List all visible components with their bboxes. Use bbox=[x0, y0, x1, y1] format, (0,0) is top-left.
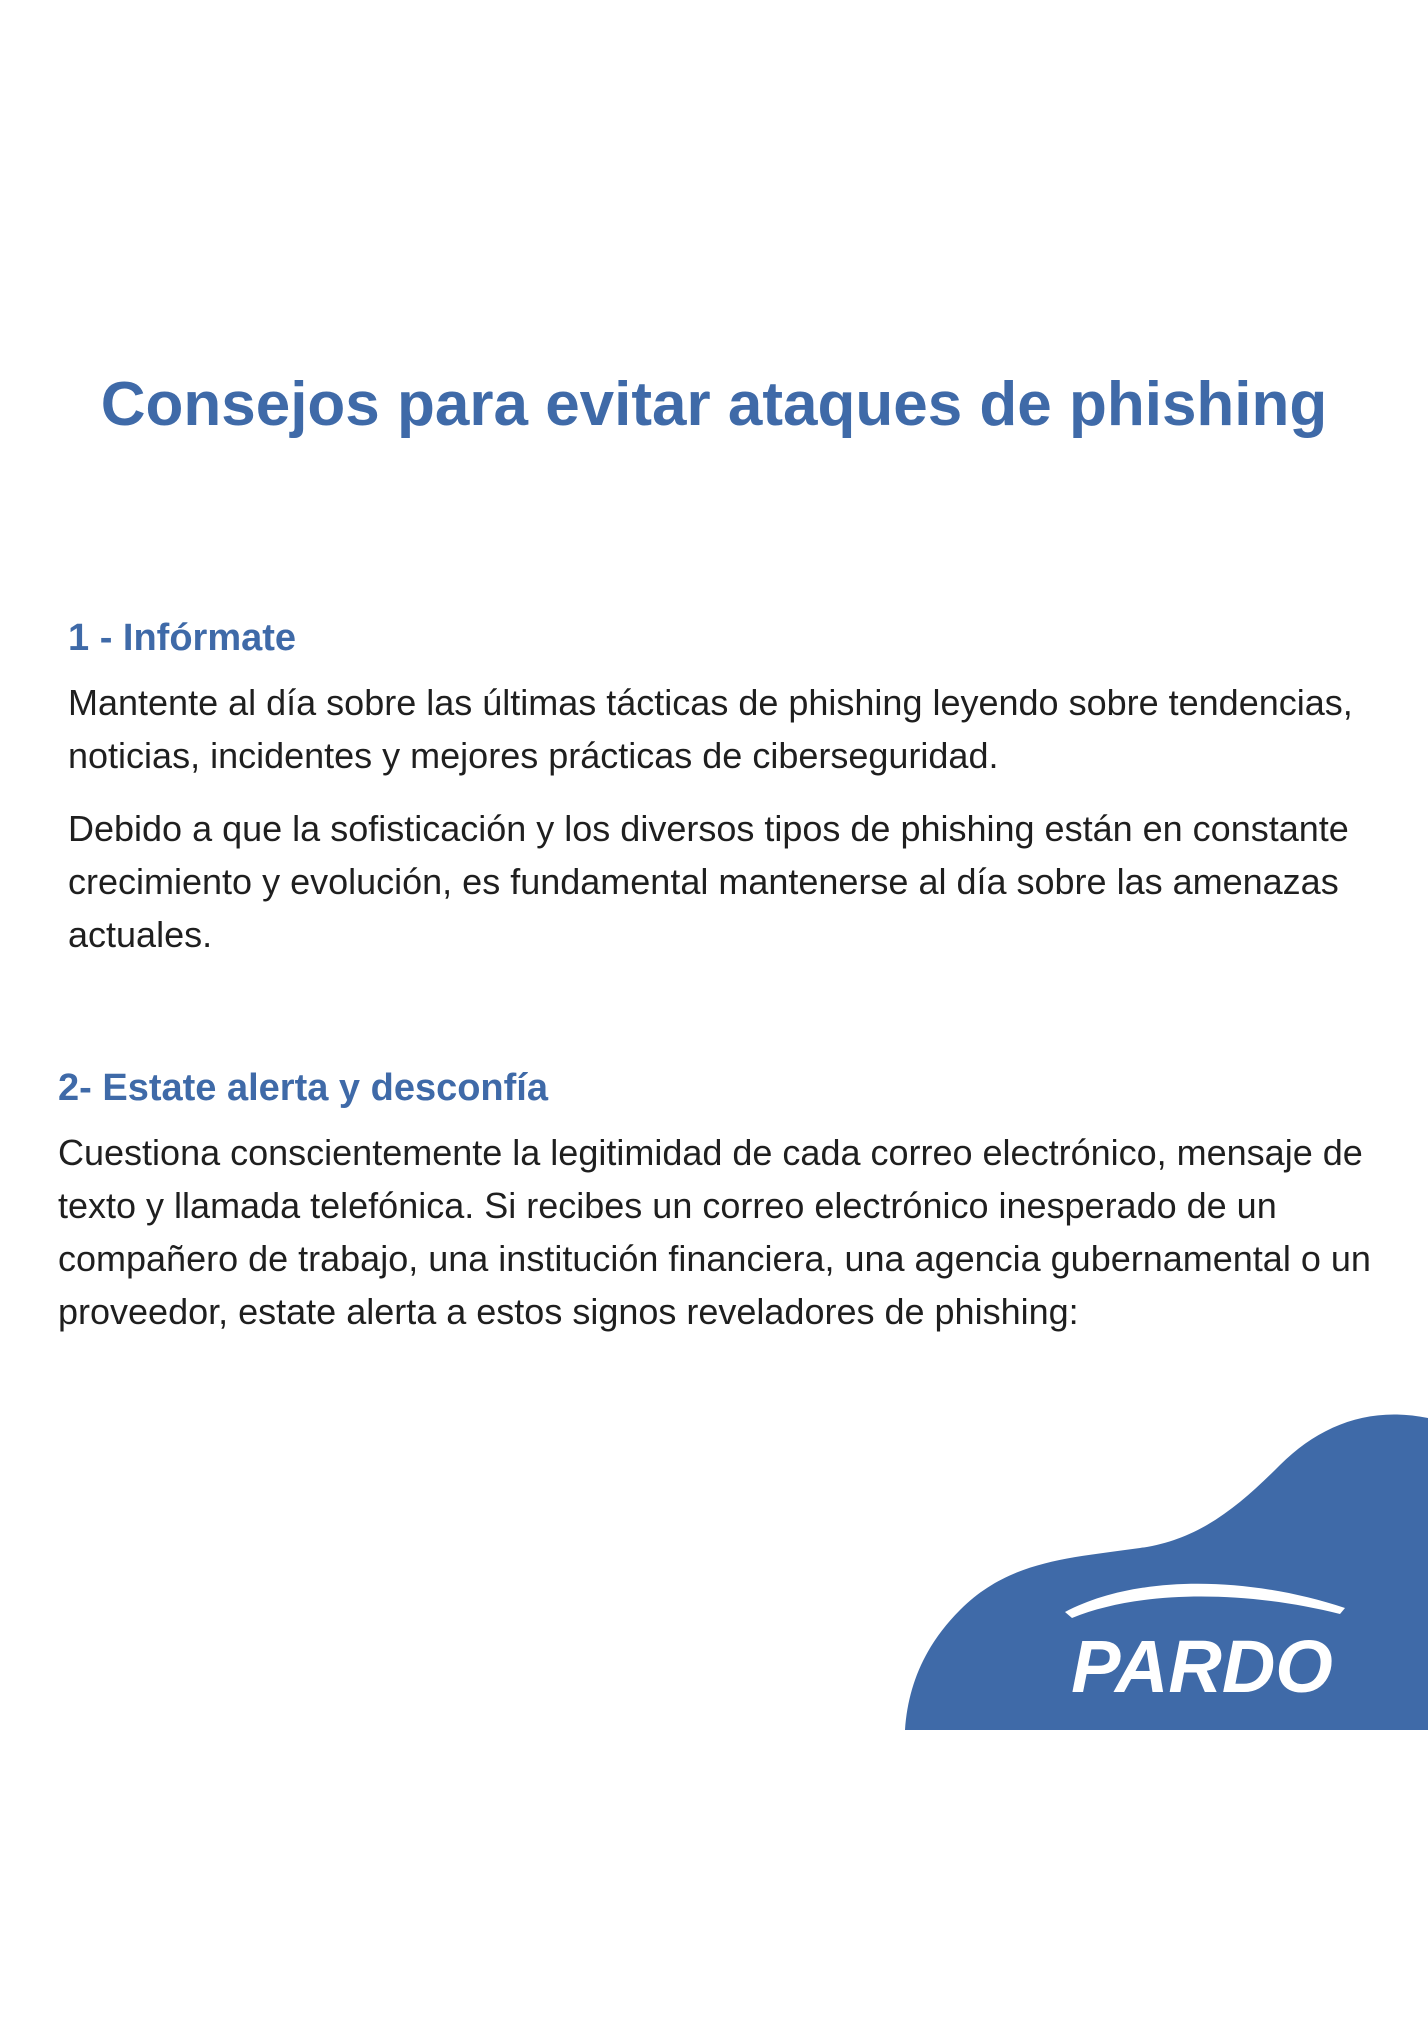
section-informate bbox=[68, 608, 1388, 981]
section-heading: 2- Estate alerta y desconfía bbox=[58, 1067, 548, 1109]
brand-wave-shape bbox=[900, 1410, 1428, 1730]
section-paragraph: Mantente al día sobre las últimas tácticas de phishing leyendo sobre tendencias, noticias, incidentes y mejores prácticas de ciberseguridad. bbox=[68, 682, 1353, 776]
brand-logo bbox=[900, 1410, 1428, 1730]
section-estate-alerta bbox=[58, 1058, 1388, 1358]
section-paragraph: Debido a que la sofisticación y los diversos tipos de phishing están en constante crecimiento y evolución, es fundamental mantenerse al día sobre las amenazas actuales. bbox=[68, 808, 1349, 955]
section-paragraph: Cuestiona conscientemente la legitimidad de cada correo electrónico, mensaje de texto y llamada telefónica. Si recibes un correo electrónico inesperado de un compañero de trabajo, una institución financiera, una agencia gubernamental o un proveedor, estate alerta a estos signos reveladores de phishing: bbox=[58, 1132, 1371, 1332]
section-heading: 1 - Infórmate bbox=[68, 617, 297, 659]
brand-name: PARDO bbox=[1071, 1625, 1333, 1708]
page-title: Consejos para evitar ataques de phishing bbox=[100, 370, 1328, 439]
